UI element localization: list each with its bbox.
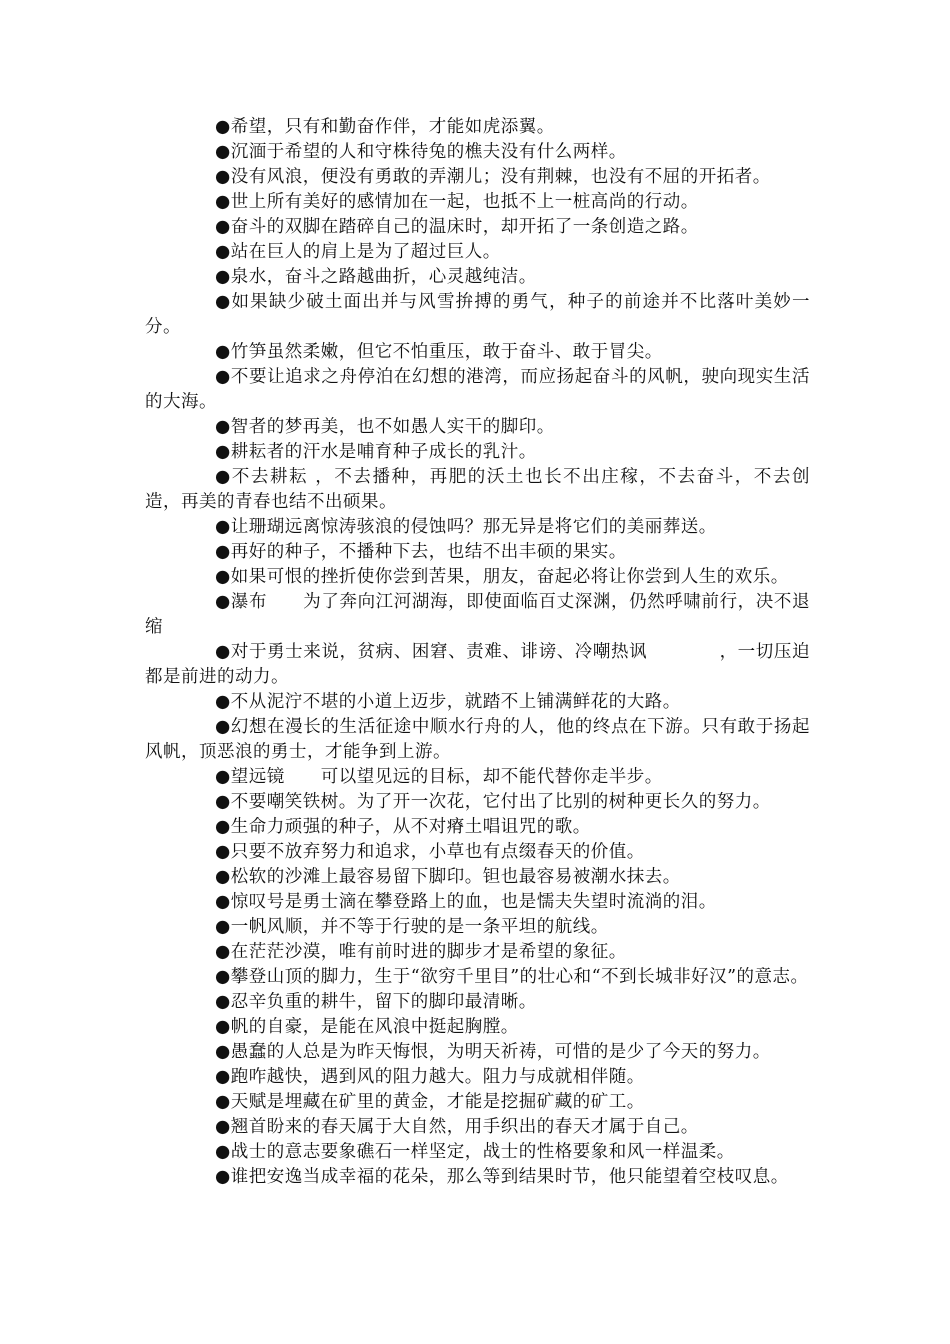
list-item: ●不去耕耘 ，不去播种，再肥的沃土也长不出庄稼，不去奋斗，不去创造，再美的青春也结不出硕果。 [145, 467, 810, 512]
list-item: ●再好的种子，不播种下去，也结不出丰硕的果实。 [215, 542, 627, 562]
list-item: ●只要不放弃努力和追求，小草也有点缀春天的价值。 [215, 842, 645, 862]
list-item: ●世上所有美好的感情加在一起，也抵不上一桩高尚的行动。 [215, 192, 699, 212]
list-item: ●天赋是埋藏在矿里的黄金，才能是挖掘矿藏的矿工。 [215, 1092, 645, 1112]
list-item: ●沉湎于希望的人和守株待兔的樵夫没有什么两样。 [215, 142, 627, 162]
list-item: ●不要让追求之舟停泊在幻想的港湾，而应扬起奋斗的风帆，驶向现实生活的大海。 [145, 367, 810, 412]
list-item: ●惊叹号是勇士滴在攀登路上的血，也是懦夫失望时流淌的泪。 [215, 892, 717, 912]
quote-list [145, 115, 810, 1190]
list-item: ●一帆风顺，并不等于行驶的是一条平坦的航线。 [215, 917, 609, 937]
list-item: ●让珊瑚远离惊涛骇浪的侵蚀吗？那无异是将它们的美丽葬送。 [215, 517, 717, 537]
list-item: ●生命力顽强的种子，从不对瘠土唱诅咒的歌。 [215, 817, 591, 837]
list-item: ●站在巨人的肩上是为了超过巨人。 [215, 242, 501, 262]
list-item: ●翘首盼来的春天属于大自然，用手织出的春天才属于自己。 [215, 1117, 699, 1137]
list-item: ●幻想在漫长的生活征途中顺水行舟的人，他的终点在下游。只有敢于扬起风帆，顶恶浪的勇士，才能争到上游。 [145, 717, 810, 762]
list-item: ●忍辛负重的耕牛，留下的脚印最清晰。 [215, 992, 537, 1012]
list-item: ●在茫茫沙漠，唯有前时进的脚步才是希望的象征。 [215, 942, 627, 962]
list-item: ●战士的意志要象礁石一样坚定，战士的性格要象和风一样温柔。 [215, 1142, 735, 1162]
list-item: ●攀登山顶的脚力，生于“欲穷千里目”的壮心和“不到长城非好汉”的意志。 [215, 967, 809, 987]
list-item: ●瀑布 为了奔向江河湖海，即使面临百丈深渊，仍然呼啸前行，决不退缩 [145, 592, 810, 637]
list-item: ●不从泥泞不堪的小道上迈步，就踏不上铺满鲜花的大路。 [215, 692, 681, 712]
list-item: ●对于勇士来说，贫病、困窘、责难、诽谤、冷嘲热讽 ，一切压迫都是前进的动力。 [145, 642, 810, 687]
list-item: ●愚蠢的人总是为昨天悔恨，为明天祈祷，可惜的是少了今天的努力。 [215, 1042, 771, 1062]
list-item: ●帆的自豪，是能在风浪中挺起胸膛。 [215, 1017, 519, 1037]
list-item: ●望远镜 可以望见远的目标，却不能代替你走半步。 [215, 767, 663, 787]
list-item: ●竹笋虽然柔嫩，但它不怕重压，敢于奋斗、敢于冒尖。 [215, 342, 663, 362]
list-item: ●谁把安逸当成幸福的花朵，那么等到结果时节，他只能望着空枝叹息。 [215, 1167, 789, 1187]
list-item: ●智者的梦再美，也不如愚人实干的脚印。 [215, 417, 555, 437]
list-item: ●奋斗的双脚在踏碎自己的温床时，却开拓了一条创造之路。 [215, 217, 699, 237]
list-item: ●泉水，奋斗之路越曲折，心灵越纯洁。 [215, 267, 537, 287]
list-item: ●没有风浪，便没有勇敢的弄潮儿；没有荆棘，也没有不屈的开拓者。 [215, 167, 771, 187]
list-item: ●不要嘲笑铁树。为了开一次花，它付出了比别的树种更长久的努力。 [215, 792, 771, 812]
list-item: ●跑咋越快，遇到风的阻力越大。阻力与成就相伴随。 [215, 1067, 645, 1087]
list-item: ●松软的沙滩上最容易留下脚印。钽也最容易被潮水抹去。 [215, 867, 681, 887]
list-item: ●如果可恨的挫折使你尝到苦果，朋友，奋起必将让你尝到人生的欢乐。 [215, 567, 789, 587]
list-item: ●希望，只有和勤奋作伴，才能如虎添翼。 [215, 117, 555, 137]
list-item: ●如果缺少破土面出并与风雪拚搏的勇气，种子的前途并不比落叶美妙一分。 [145, 292, 810, 337]
list-item: ●耕耘者的汗水是哺育种子成长的乳汁。 [215, 442, 537, 462]
